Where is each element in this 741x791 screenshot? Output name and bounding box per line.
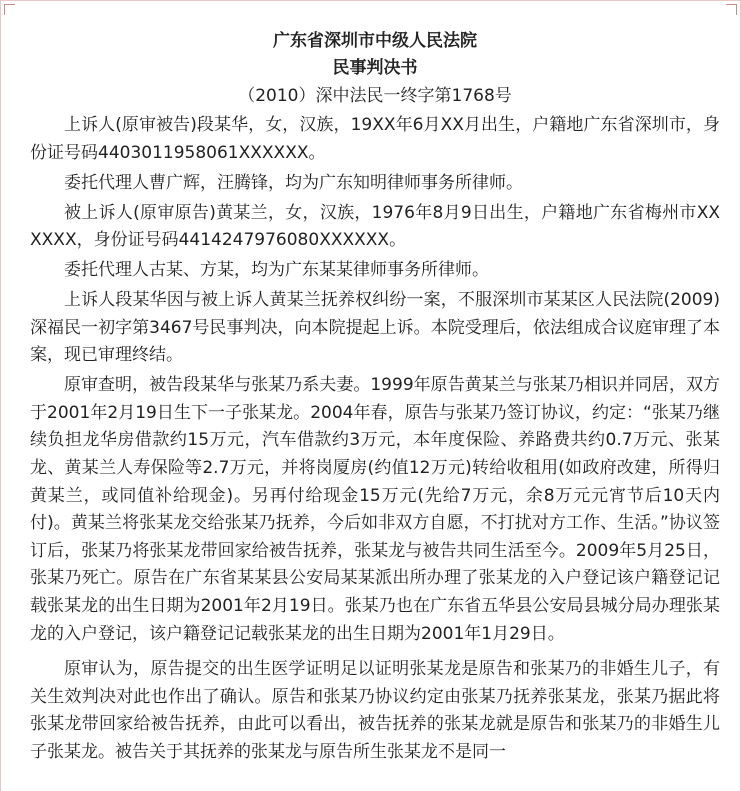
document-type-title: 民事判决书 — [332, 58, 418, 78]
case-number: （2010）深中法民一终字第1768号 — [238, 86, 512, 106]
court-name: 广东省深圳市中级人民法院 — [273, 31, 477, 51]
appellee-info: 被上诉人(原审原告)黄某兰，女，汉族，1976年8月9日出生，户籍地广东省梅州市XXXXXX，身份证号码4414247976080XXXXXX。 — [30, 202, 720, 251]
appellant-agents: 委托代理人曹广辉，汪腾锋，均为广东知明律师事务所律师。 — [64, 172, 523, 193]
appellee-agents: 委托代理人古某、方某，均为广东某某律师事务所律师。 — [64, 260, 489, 281]
original-trial-findings: 原审查明，被告段某华与张某乃系夫妻。1999年原告黄某兰与张某乃相识并同居，双方于2001年2月19日生下一子张某龙。2004年春，原告与张某乃签订协议，约定：“张某乃继续负担龙华房借款约15万元，汽车借款约3万元，本年度保险、养路费共约0.7万元、张某龙、黄某兰人寿保险等2.7万元，并将岗厦房(约值12万元)转给收租用(如政府改建，所得归黄某兰，或同值补给现金)。另再付给现金15万元(先给7万元，余8万元元宵节后10天内付)。黄某兰将张某龙交给张某乃抚养，今后如非双方自愿，不打扰对方工作、生活。”协议签订后，张某乃将张某龙带回家给被告抚养，张某龙与被告共同生活至今。2009年5月25日，张某乃死亡。原告在广东省某某县公安局某某派出所办理了张某龙的入户登记该户籍登记记载张某龙的出生日期为2001年2月19日。张某乃也在广东省五华县公安局县城分局办理张某龙的入户登记，该户籍登记记载张某龙的出生日期为2001年1月29日。 — [30, 375, 720, 644]
corner-ornament-top-left — [4, 4, 15, 15]
original-trial-opinion: 原审认为，原告提交的出生医学证明足以证明张某龙是原告和张某乃的非婚生儿子，有关生效判决对此也作出了确认。原告和张某乃协议约定由张某乃抚养张某龙，张某乃据此将张某龙带回家给被告抚养，由此可以看出，被告抚养的张某龙就是原告和张某乃的非婚生儿子张某龙。被告关于其抚养的张某龙与原告所生张某龙不是同一 — [30, 659, 720, 763]
appellant-info: 上诉人(原审被告)段某华，女，汉族，19XX年6月XX月出生，户籍地广东省深圳市，身份证号码4403011958061XXXXXX。 — [30, 115, 720, 163]
judgment-document — [30, 28, 720, 769]
corner-ornament-top-right — [726, 4, 737, 15]
case-background: 上诉人段某华因与被上诉人黄某兰抚养权纠纷一案，不服深圳市某某区人民法院(2009)深福民一初字第3467号民事判决，向本院提起上诉。本院受理后，依法组成合议庭审理了本案，现已审理终结。 — [30, 290, 720, 366]
